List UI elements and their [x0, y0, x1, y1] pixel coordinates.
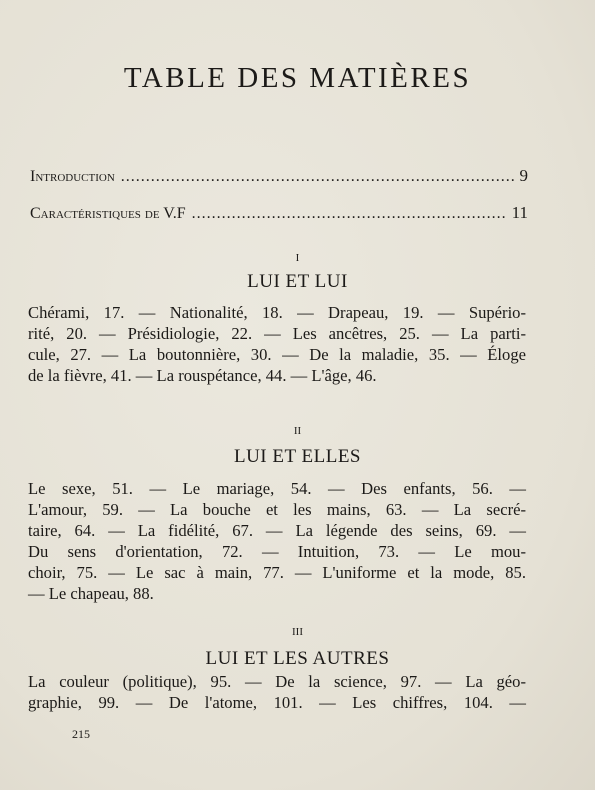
contents-line: Le sexe, 51. — Le mariage, 54. — Des enfants, 56. — — [28, 479, 526, 498]
contents-line: choir, 75. — Le sac à main, 77. — L'uniforme et la mode, 85. — [28, 563, 526, 582]
contents-line: graphie, 99. — De l'atome, 101. — Les chiffres, 104. — — [28, 693, 526, 712]
section-title: LUI ET LES AUTRES — [205, 648, 390, 669]
contents-line: cule, 27. — La boutonnière, 30. — De la maladie, 35. — Éloge — [28, 345, 526, 364]
section-numeral: II — [293, 425, 302, 437]
contents-line: — Le chapeau, 88. — [28, 584, 154, 603]
toc-leader-dots — [121, 168, 514, 186]
toc-entry-page: 11 — [511, 203, 528, 222]
toc-entry-introduction — [30, 166, 528, 186]
toc-entry-label: Caractéristiques de V.F — [30, 205, 186, 222]
section-numeral: I — [295, 252, 300, 264]
contents-line: Chérami, 17. — Nationalité, 18. — Drapeau, 19. — Supério- — [28, 303, 526, 322]
contents-line: de la fièvre, 41. — La rouspétance, 44. — L'âge, 46. — [28, 366, 377, 385]
section-numeral: III — [292, 626, 303, 638]
contents-line: Du sens d'orientation, 72. — Intuition, 73. — Le mou- — [28, 542, 526, 561]
section-contents — [28, 478, 526, 604]
page-number: 215 — [72, 727, 90, 741]
toc-entry-label: Introduction — [30, 168, 115, 185]
section-title: LUI ET LUI — [247, 271, 348, 292]
section-contents — [28, 302, 526, 386]
section-contents — [28, 671, 526, 713]
contents-line: rité, 20. — Présidiologie, 22. — Les ancêtres, 25. — La parti- — [28, 324, 526, 343]
page-title: TABLE DES MATIÈRES — [123, 62, 472, 94]
contents-line: La couleur (politique), 95. — De la science, 97. — La géo- — [28, 672, 526, 691]
toc-leader-dots — [192, 205, 506, 223]
section-title: LUI ET ELLES — [233, 446, 361, 467]
contents-line: taire, 64. — La fidélité, 67. — La légende des seins, 69. — — [28, 521, 526, 540]
toc-entry-page: 9 — [519, 166, 528, 185]
toc-entry-caracteristiques — [30, 203, 528, 223]
contents-line: L'amour, 59. — La bouche et les mains, 63. — La secré- — [28, 500, 526, 519]
